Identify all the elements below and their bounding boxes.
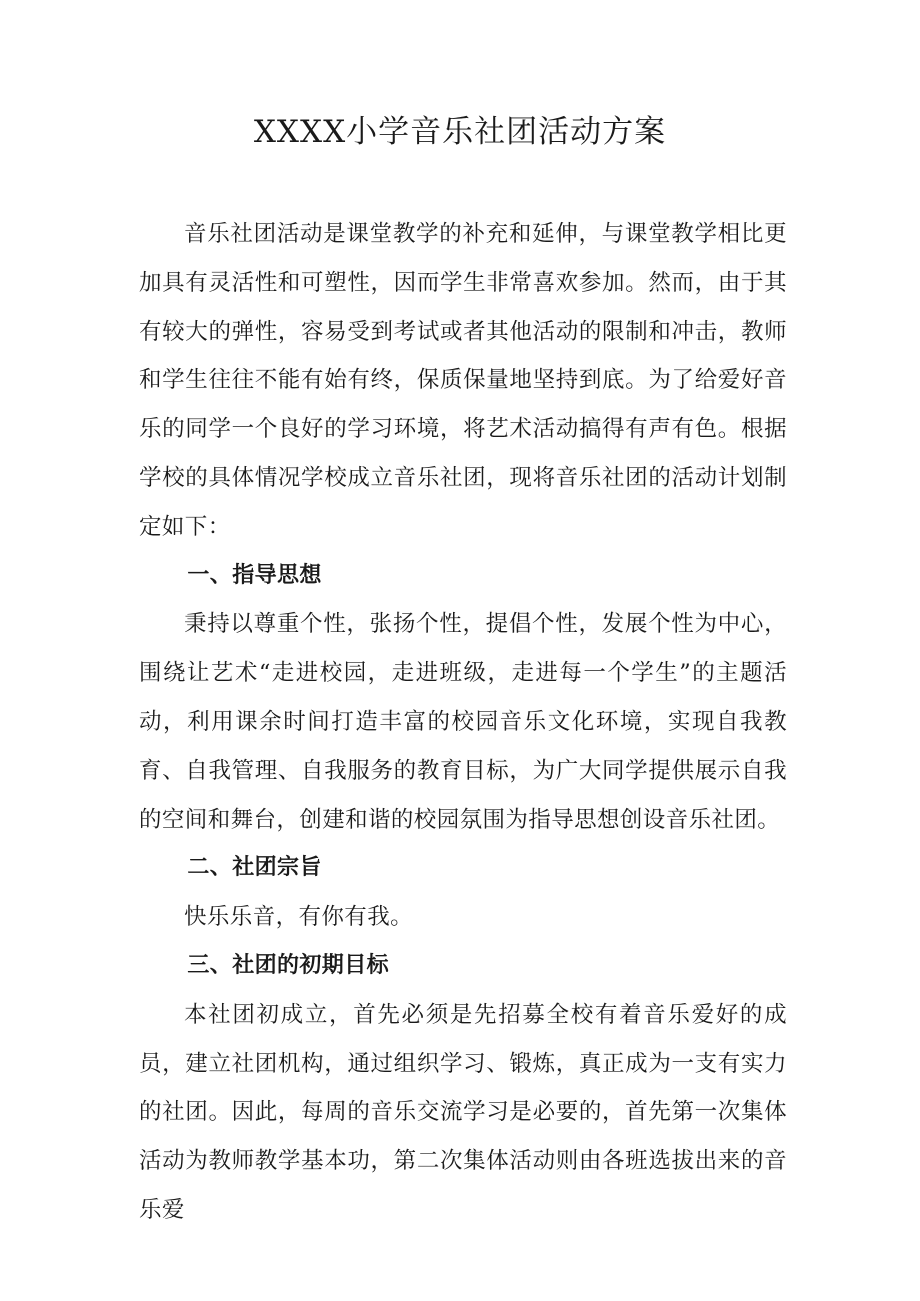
intro-paragraph: 音乐社团活动是课堂教学的补充和延伸，与课堂教学相比更加具有灵活性和可塑性，因而学生非常喜欢参加。然而，由于其有较大的弹性，容易受到考试或者其他活动的限制和冲击，教师和学生往往不能有始有终，保质保量地坚持到底。为了给爱好音乐的同学一个良好的学习环境，将艺术活动搞得有声有色。根据学校的具体情况学校成立音乐社团，现将音乐社团的活动计划制定如下： xyxy=(139,221,787,540)
section-text-club-purpose: 快乐乐音，有你有我。 xyxy=(184,904,414,931)
document-title: XXXX小学音乐社团活动方案 xyxy=(253,114,667,150)
section-text-initial-goals: 本社团初成立，首先必须是先招募全校有着音乐爱好的成员，建立社团机构，通过组织学习、锻炼，真正成为一支有实力的社团。因此，每周的音乐交流学习是必要的，首先第一次集体活动为教师教学基本功，第二次集体活动则由各班选拔出来的音乐爱 xyxy=(139,1001,787,1223)
section-heading-club-purpose: 二、社团宗旨 xyxy=(187,855,322,881)
section-text-guiding-ideology: 秉持以尊重个性，张扬个性，提倡个性，发展个性为中心，围绕让艺术“走进校园，走进班级，走进每一个学生”的主题活动，利用课余时间打造丰富的校园音乐文化环境，实现自我教育、自我管理、自我服务的教育目标，为广大同学提供展示自我的空间和舞台，创建和谐的校园氛围为指导思想创设音乐社团。 xyxy=(139,611,787,833)
section-heading-guiding-ideology: 一、指导思想 xyxy=(187,562,322,588)
document-body xyxy=(139,210,787,1235)
section-heading-initial-goals: 三、社团的初期目标 xyxy=(187,952,389,978)
